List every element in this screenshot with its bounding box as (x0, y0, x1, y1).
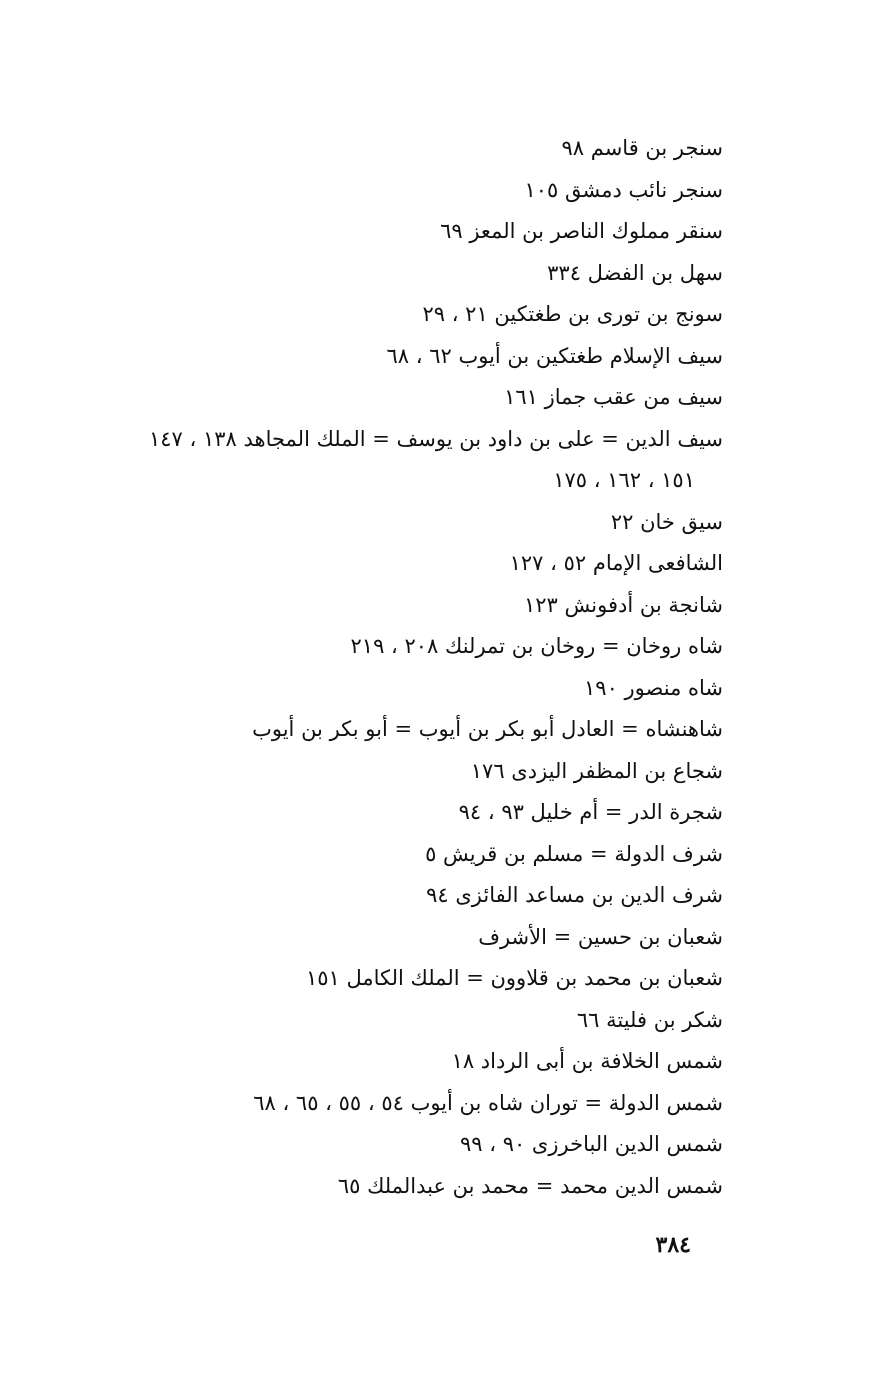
index-entry: شعبان بن حسين = الأشرف (478, 924, 723, 949)
index-entry: سهل بن الفضل ٣٣٤ (547, 260, 723, 285)
index-entry: سونج بن تورى بن طغتكين ٢١ ، ٢٩ (422, 302, 723, 326)
index-entry: شرف الدولة = مسلم بن قريش ٥ (425, 841, 723, 866)
index-entry: شمس الخلافة بن أبى الرداد ١٨ (451, 1049, 723, 1073)
index-entry: سنجر نائب دمشق ١٠٥ (524, 177, 723, 202)
index-entry: سنجر بن قاسم ٩٨ (561, 136, 723, 160)
index-entry: شكر بن فليتة ٦٦ (576, 1007, 723, 1032)
index-entry: سيق خان ٢٢ (610, 509, 723, 534)
name-index-list (83, 128, 723, 1207)
index-entry: سيف الدين = على بن داود بن يوسف = الملك المجاهد ١٣٨ ، ١٤٧ (148, 426, 723, 451)
index-entry: شاه روخان = روخان بن تمرلنك ٢٠٨ ، ٢١٩ (350, 634, 723, 658)
index-entry: شاه منصور ١٩٠ (584, 675, 723, 700)
index-entry: شمس الدولة = توران شاه بن أيوب ٥٤ ، ٥٥ ، ٦٥ ، ٦٨ (253, 1090, 723, 1115)
index-entry: شعبان بن محمد بن قلاوون = الملك الكامل ١٥١ (305, 966, 723, 990)
index-entry: سيف الإسلام طغتكين بن أيوب ٦٢ ، ٦٨ (386, 343, 723, 368)
index-entry-continuation: ١٥١ ، ١٦٢ ، ١٧٥ (553, 468, 695, 492)
index-entry: سنقر مملوك الناصر بن المعز ٦٩ (440, 219, 723, 243)
index-entry: شمس الدين الباخرزى ٩٠ ، ٩٩ (459, 1132, 723, 1156)
index-entry: شانجة بن أدفونش ١٢٣ (523, 592, 723, 617)
index-entry: شرف الدين بن مساعد الفائزى ٩٤ (426, 883, 723, 907)
index-entry: شجرة الدر = أم خليل ٩٣ ، ٩٤ (458, 800, 723, 824)
index-entry: الشافعى الإمام ٥٢ ، ١٢٧ (509, 551, 723, 575)
index-entry: شمس الدين محمد = محمد بن عبدالملك ٦٥ (337, 1173, 723, 1198)
page-number: ٣٨٤ (655, 1232, 691, 1258)
index-entry: شجاع بن المظفر اليزدى ١٧٦ (470, 758, 723, 783)
index-entry: شاهنشاه = العادل أبو بكر بن أيوب = أبو بكر بن أيوب (252, 717, 723, 741)
index-entry: سيف من عقب جماز ١٦١ (504, 385, 723, 409)
